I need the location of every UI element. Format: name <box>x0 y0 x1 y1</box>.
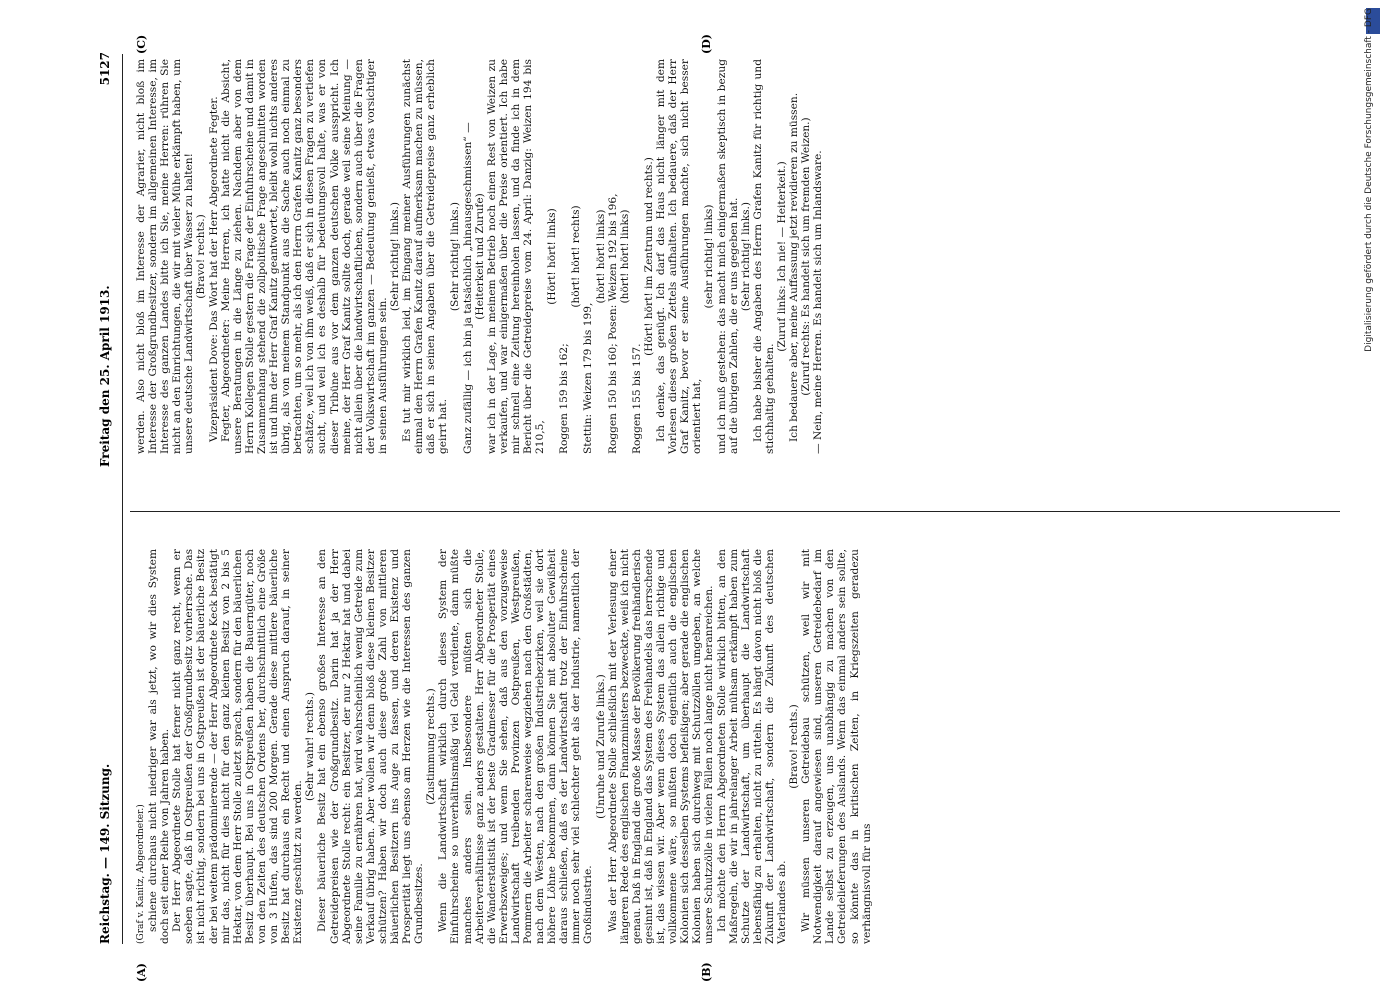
attribution-sidebar <box>1360 8 1378 992</box>
margin-marker-a: (A) <box>135 963 148 982</box>
interjection: (hört! hört! rechts) <box>570 205 583 308</box>
interjection: (Bravo! rechts.) <box>788 704 801 789</box>
paragraph: Wir müssen unseren Getreidebau schützen, weil wir mit Notwendigkeit darauf angewiesen sind, unseren Getreidebedarf im Lande selbst zu erzeugen, uns unabhängig zu machen von den Getreidelieferungen des Auslands. Wenn das einmal anders sein sollte, so könnte das in kritischen Zeiten, in Kriegszeiten geradezu verhängnisvoll für uns <box>800 549 873 944</box>
paragraph: Was der Herr Abgeordnete Stolle schließlich mit der Verlesung einer längeren Rede des englischen Finanzministers bezweckte, weiß ich nicht genau. Daß in England die große Masse der Bevölkerung freihändlerisch gesinnt ist, daß in England das System des Freihandels das herrschende ist, das wissen wir. Aber wenn dieses System das allein richtige und vollkommene wäre, so müßten doch eigentlich auch die englischen Kolonien sich desselben Systems befleißigen; aber gerade die englischen Kolonien haben sich durchweg mit Schutzzöllen umgeben, an welche unsere Schutzzölle in vielen Fällen noch lange nicht heranreichen. <box>606 549 716 944</box>
paragraph: war ich in der Lage, in meinem Betrieb noch einen Rest von Weizen zu verkaufen, und war einigermaßen über die Preise orientiert. Ich habe mir schnell eine Zeitung hereinholen lassen, und da finde ich in dem Bericht über die Getreidepreise vom 24. April: Danzig: Weizen 194 bis 210,5, <box>485 59 547 454</box>
left-text-column <box>135 549 873 944</box>
interjection: (hört! hört! links) <box>618 209 631 304</box>
paragraph: Es tut mir wirklich leid, im Eingang meiner Ausführungen zunächst einmal den Herrn Grafen Kanitz darauf aufmerksam machen zu müssen, daß er sich in seinen Angaben über die Getreidepreise ganz erheblich geirrt hat. <box>401 59 450 454</box>
paragraph: Ich habe bisher die Angaben des Herrn Grafen Kanitz für richtig und stichhaltig gehalten. <box>751 59 776 454</box>
header-rule <box>122 54 123 944</box>
page-number: 5127 <box>98 52 112 86</box>
margin-marker-d: (D) <box>700 34 713 54</box>
paragraph: Fegter, Abgeordneter: Meine Herren, ich hatte nicht die Absicht, unsere Beratungen in die Länge zu ziehen. Nachdem aber von dem Herrn Kollegen Stolle gestern die Frage der Einfuhrscheine und damit in Zusammenhang stehend die zollpolitische Frage angeschnitten worden ist und ihm der Herr Graf Kanitz geantwortet, bleibt wohl nichts anderes übrig, als von meinem Standpunkt aus die Sache auch noch einmal zu betrachten, um so mehr, als ich den Herrn Grafen Kanitz ganz besonders schätze, weil ich von ihm weiß, daß er sich in diesen Fragen zu vertiefen sucht, und weil ich es deshalb für bedeutungsvoll halte, was er von dieser Tribüne aus vor dem ganzen deutschen Volke ausspricht. Ich meine, der Herr Graf Kanitz sollte doch, gerade weil seine Meinung — nicht allein über die landwirtschaftlichen, sondern auch über die Fragen der Volkswirtschaft im ganzen — Bedeutung genießt, etwas vorsichtiger in seinen Ausführungen sein. <box>219 59 389 454</box>
paragraph: Stettin: Weizen 179 bis 199, <box>582 302 595 454</box>
running-head-session: Reichstag. — 149. Sitzung. <box>98 763 112 944</box>
paragraph: Wenn die Landwirtschaft wirklich durch dieses System der Einfuhrscheine so unverhältnismäßig viel Geld verdiente, dann müßte manches anders sein. Insbesondere müßten sich die Arbeiterverhältnisse ganz anders gestalten. Herr Abgeordneter Stolle, die Wanderstatistik ist der beste Gradmesser für die Prosperität eines Erwerbszweiges; und wenn Sie sehen, daß aus den vorzugsweise Landwirtschaft treibenden Provinzen Ostpreußen, Westpreußen, Pommern die Arbeiter scharenweise wegziehen nach den Großstädten, nach dem Westen, nach den großen Industriebezirken, weil sie dort höhere Löhne bekommen, dann können Sie mit absoluter Gewißheit daraus schließen, daß es der Landwirtschaft trotz der Einfuhrscheine immer noch sehr viel schlechter geht als der Industrie, namentlich der Großindustrie. <box>437 549 595 944</box>
paragraph: Ich bedauere aber, meine Auffassung jetzt revidieren zu müssen. <box>788 92 801 442</box>
interjection: (Heiterkeit und Zurufe) <box>473 193 486 320</box>
paragraph: Der Herr Abgeordnete Stolle hat ferner nicht ganz recht, wenn er soeben sagte, daß in Ostpreußen der Großgrundbesitz vorherrsche. Das ist nicht richtig, sondern bei uns in Ostpreußen ist der bäuerliche Besitz der bei weitem prädominierende — der Herr Abgeordnete Keck bestätigt mir das, nicht für dies nicht für den ganz kleinen Besitz von 2 bis 5 Hektar, von dem Herr Stolle zuletzt sprach, sondern für den bäuerlichen Besitz überhaupt. Bei uns in Ostpreußen haben die Bauerngüter, noch von den Zeiten des deutschen Ordens her, durchschnittlich eine Größe von 3 Hufen, das sind 200 Morgen. Gerade diese mittlere bäuerliche Besitz hat durchaus ein Recht und einen Anspruch darauf, in seiner Existenz geschützt zu werden. <box>171 549 305 944</box>
paragraph: — Nein, meine Herren. Es handelt sich um Inlandsware. <box>812 150 825 454</box>
paragraph: Ich möchte den Herrn Abgeordneten Stolle wirklich bitten, an den Maßregeln, die wir in jahrelanger Arbeit mühsam erkämpft haben zum Schutze der Landwirtschaft, um überhaupt die Landwirtschaft lebensfähig zu erhalten, nicht zu rütteln. Es hängt davon nicht bloß die Zukunft der Landwirtschaft, sondern die Zukunft des deutschen Vaterlandes ab. <box>715 549 788 944</box>
running-head-date: Freitag den 25. April 1913. <box>98 285 112 467</box>
paragraph: werden. Also nicht bloß im Interesse der Agrarier, nicht bloß im Interesse der Großgrundbesitzer, sondern im allgemeinen Interesse, im Interesse des ganzen Landes bitte ich Sie, meine Herren: rühren Sie nicht an den Einrichtungen, die wir mit vieler Mühe erkämpft haben, um unsere deutsche Landwirtschaft über Wasser zu halten! <box>135 59 196 454</box>
interjection: (Bravo! rechts.) <box>195 214 208 299</box>
interjection: (Sehr richtig! links.) <box>388 201 401 312</box>
interjection: (Zustimmung rechts.) <box>425 688 438 805</box>
interjection: (Hört! hört! im Zentrum und rechts.) <box>642 157 655 356</box>
interjection: (Hört! hört! links) <box>546 208 559 305</box>
interjection: (Sehr richtig! links.) <box>449 201 462 312</box>
paragraph: und ich muß gestehen: das macht mich einigermaßen skeptisch in bezug auf die übrigen Zahlen, die er uns gegeben hat. <box>715 59 740 454</box>
paragraph: Roggen 159 bis 162; <box>558 343 571 454</box>
margin-marker-b: (B) <box>700 962 713 982</box>
rotated-page-content <box>40 34 1345 982</box>
interjection: (Sehr richtig! links.) <box>739 201 752 312</box>
paragraph: Roggen 150 bis 160; Posen: Weizen 192 bis 196, <box>606 193 619 454</box>
paragraph: Ich denke, das genügt. Ich darf das Haus nicht länger mit dem Vorlesen dieses großen Zettels aufhalten. Ich bedauere, daß der Herr Graf Kanitz, bevor er seine Ausführungen machte, sich nicht besser orientiert hat, <box>655 59 704 454</box>
attribution-text: Digitalisierung gefördert durch die Deutsche Forschungsgemeinschaft - DFG <box>1364 8 1374 352</box>
interjection: (sehr richtig! links) <box>703 204 716 309</box>
paragraph: Dieser bäuerliche Besitz hat ein ebenso großes Interesse an den Getreidepreisen wie der Großgrundbesitz. Darin hat ja der Herr Abgeordnete Stolle recht: ein Besitzer, der nur 2 Hektar hat und dabei seine Familie zu ernähren hat, wird wahrscheinlich wenig Getreide zum Verkauf übrig haben. Aber wollen wir denn bloß diese kleinen Besitzer schützen? Haben wir doch auch diese große Zahl von mittleren bäuerlichen Besitzern ins Auge zu fassen, und deren Existenz und Prosperität liegt uns ebenso am Herzen wie die Interessen des ganzen Grundbesitzes. <box>316 549 426 944</box>
column-divider <box>130 511 1340 512</box>
margin-marker-c: (C) <box>135 34 148 54</box>
right-text-column <box>135 59 824 454</box>
paragraph: schiene durchaus nicht niedriger war als jetzt, wo wir dies System doch seit einer Reihe von Jahren haben. <box>147 549 172 944</box>
interjection: (Unruhe und Zurufe links.) <box>594 674 607 819</box>
interjection: (Zuruf links: Ich nie! — Heiterkeit.) <box>775 161 788 352</box>
interjection: (Zuruf rechts: Es handelt sich um fremden Weizen.) <box>800 117 813 396</box>
paragraph: Ganz zufällig — ich bin ja tatsächlich „hinausgeschmissen“ — <box>461 122 474 454</box>
interjection: (Sehr wahr! rechts.) <box>304 691 317 802</box>
paragraph: Roggen 155 bis 157. <box>630 343 643 454</box>
interjection: (hört! hört! links) <box>594 209 607 304</box>
paragraph: Vizepräsident Dove: Das Wort hat der Herr Abgeordnete Fegter. <box>207 96 220 442</box>
speaker-label: (Graf v. Kanitz, Abgeordneter.) <box>136 804 146 944</box>
